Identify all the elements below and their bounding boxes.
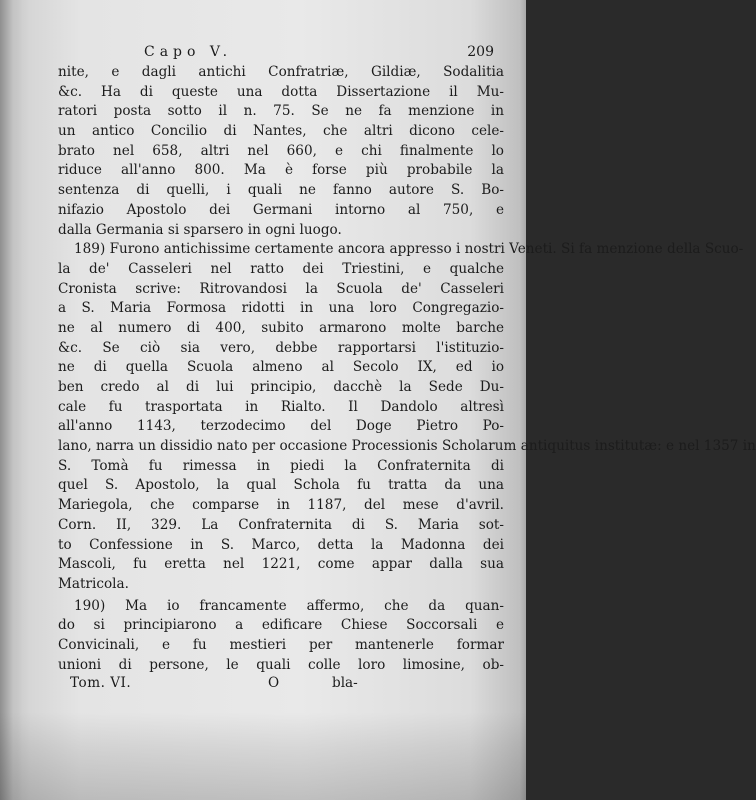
paragraph-189-line: 189) Furono antichissime certamente ancora appresso i nostri Veneti. Si fa menzione della Scuo- [74,241,744,258]
text-line: ben credo al di lui principio, dacchè la Sede Du- [58,379,504,395]
text-line: nite, e dagli antichi Confratriæ, Gildiæ, Sodalitia [58,64,504,80]
text-line: un antico Concilio di Nantes, che altri dicono cele- [58,123,504,140]
book-spine-shadow [0,0,22,800]
page-number: 209 [467,44,494,60]
text-line: ne di quella Scuola almeno al Secolo IX, ed io [58,359,504,376]
text-line: riduce all'anno 800. Ma è forse più probabile la [58,162,504,179]
paragraph-190-line: 190) Ma io francamente affermo, che da quan- [74,597,504,614]
volume-mark: Tom. VI. [70,675,132,691]
text-line: Mariegola, che comparse in 1187, del mese d'avril. [58,497,504,514]
text-line: ratori posta sotto il n. 75. Se ne fa menzione in [58,103,504,120]
text-line: do si principiarono a edificare Chiese Soccorsali e [58,617,504,634]
text-line: unioni di persone, le quali colle loro limosine, ob- [58,656,504,673]
text-line: nifazio Apostolo dei Germani intorno al 750, e [58,201,504,218]
page-footer [70,675,400,695]
catchword: bla- [332,675,358,691]
text-line: Cronista scrive: Ritrovandosi la Scuola de' Casseleri [58,280,504,297]
text-line: Matricola. [58,575,129,592]
text-line: la de' Casseleri nel ratto dei Triestini, e qualche [58,260,504,277]
page-header [60,44,500,64]
text-line: brato nel 658, altri nel 660, e chi finalmente lo [58,142,504,159]
signature-mark: O [268,675,280,691]
text-line: cale fu trasportata in Rialto. Il Dandolo altresì [58,398,504,415]
page-bottom-shading [0,712,526,800]
text-line: dalla Germania si sparsero in ogni luogo. [58,221,342,238]
text-line: quel S. Apostolo, la qual Schola fu tratta da una [58,477,504,494]
text-line: &c. Se ciò sia vero, debbe rapportarsi l'istituzio- [58,339,504,356]
text-line: sentenza di quelli, i quali ne fanno autore S. Bo- [58,182,504,199]
text-line: Convicinali, e fu mestieri per mantenerle formar [58,636,504,653]
text-line: Mascoli, fu eretta nel 1221, come appar dalla sua [58,556,504,573]
body-text [58,63,756,675]
text-line: to Confessione in S. Marco, detta la Madonna dei [58,536,504,553]
text-line: S. Tomà fu rimessa in piedi la Confraternita di [58,457,504,474]
text-line: &c. Ha di queste una dotta Dissertazione il Mu- [58,83,504,100]
text-line: lano, narra un dissidio nato per occasione Processionis Scholarum antiquitus institutæ: e nel 1357 in [58,438,756,455]
running-head: Capo V. [144,44,233,60]
text-line: all'anno 1143, terzodecimo del Doge Pietro Po- [58,418,504,435]
text-line: a S. Maria Formosa ridotti in una loro Congregazio- [58,300,504,317]
text-line: ne al numero di 400, subito armarono molte barche [58,319,504,336]
text-line: Corn. II, 329. La Confraternita di S. Maria sot- [58,516,504,533]
